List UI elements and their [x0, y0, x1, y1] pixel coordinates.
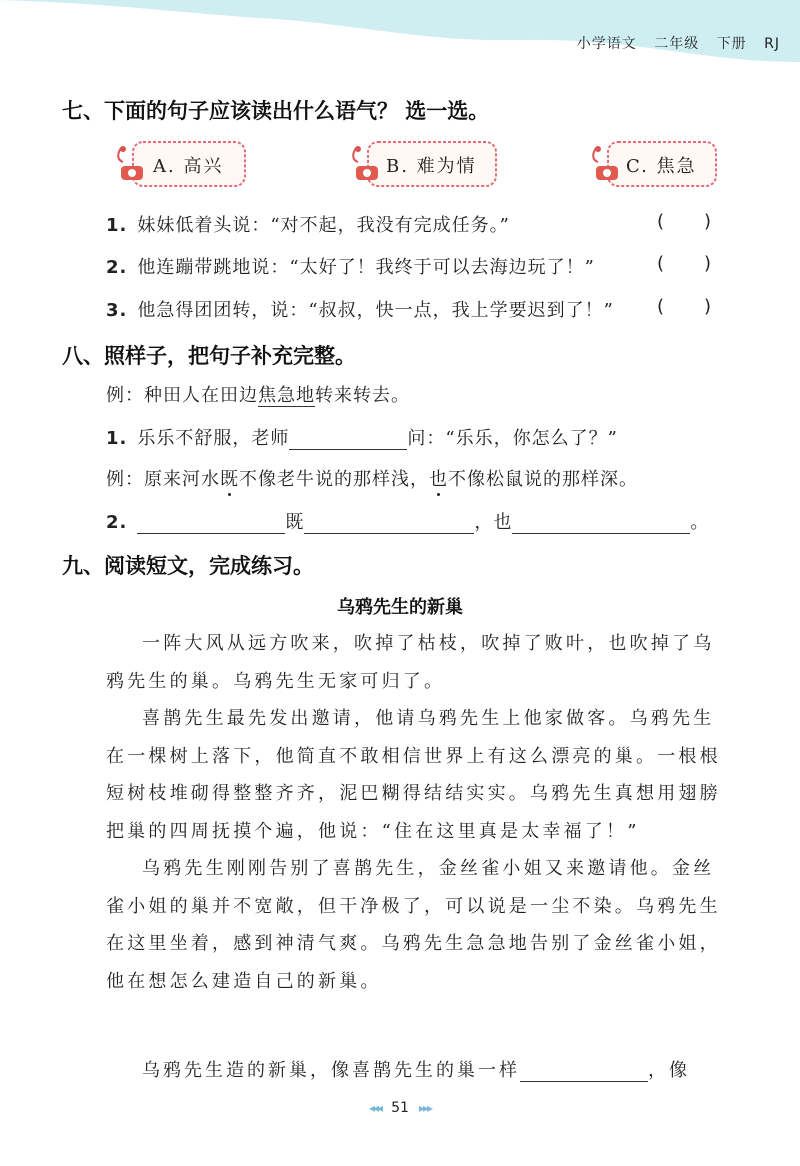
- s7-item-3-text: 他急得团团转，说：“叔叔，快一点，我上学要迟到了！”: [137, 300, 614, 321]
- telephone-icon: [590, 144, 620, 184]
- option-c-label: C. 焦急: [626, 156, 697, 177]
- s8-item-2-blank-3[interactable]: [512, 515, 690, 534]
- header-grade: 二年级: [654, 36, 700, 52]
- story-paragraph-2: 喜鹊先生最先发出邀请，他请乌鸦先生上他家做客。乌鸦先生在一棵树上落下，他简直不敢相信世界上有这么漂亮的巢。一根根短树枝堆砌得整整齐齐，泥巴糊得结结实实。乌鸦先生真想用翅膀把巢的四周抚摸个遍，他说：“住在这里真是太幸福了！”: [106, 708, 721, 842]
- header-edition: RJ: [764, 36, 780, 52]
- s8-item-2-ji: 既: [285, 512, 305, 533]
- example2-p1: 例：原来河水: [106, 469, 220, 490]
- story-title: 乌鸦先生的新巢: [337, 597, 463, 618]
- last-line-blank[interactable]: [520, 1063, 648, 1082]
- story-paragraph-3: 乌鸦先生刚刚告别了喜鹊先生，金丝雀小姐又来邀请他。金丝雀小姐的巢并不宽敞，但干净极了，可以说是一尘不染。乌鸦先生在这里坐着，感到神清气爽。乌鸦先生急急地告别了金丝雀小姐，他在想怎么建造自己的新巢。: [106, 858, 721, 992]
- example1-before: 例：种田人在田边: [106, 385, 258, 406]
- s7-item-1-num: 1.: [106, 215, 128, 236]
- example2-p3: 不像松鼠说的那样深。: [448, 469, 638, 490]
- last-line-after: ，像: [648, 1060, 690, 1081]
- s8-item-2-num: 2.: [106, 512, 128, 533]
- telephone-icon: [115, 144, 145, 184]
- s8-example-1: [106, 381, 410, 407]
- right-arrows-icon: ▸▸▸: [418, 1101, 431, 1115]
- paren-close: ): [704, 211, 712, 232]
- s8-item-2-blank-2[interactable]: [304, 515, 474, 534]
- option-b-label: B. 难为情: [386, 156, 477, 177]
- s8-item-1-num: 1.: [106, 428, 128, 449]
- s7-item-2: [106, 253, 595, 279]
- paren-close: ): [704, 253, 712, 274]
- s8-item-1-before: 乐乐不舒服，老师: [137, 428, 290, 449]
- s8-item-2-blank-1[interactable]: [137, 515, 285, 534]
- paren-open: (: [657, 296, 665, 317]
- paren-open: (: [657, 211, 665, 232]
- option-a-label: A. 高兴: [153, 156, 224, 177]
- paren-open: (: [657, 253, 665, 274]
- example2-dotted-ji: 既: [220, 469, 239, 490]
- section8-title: 八、照样子，把句子补充完整。: [62, 344, 356, 368]
- s7-answer-1[interactable]: [657, 211, 711, 232]
- s8-item-2-ye: ，也: [474, 512, 513, 533]
- header-subject: 小学语文: [576, 36, 637, 52]
- s8-item-1-after: 问：“乐乐，你怎么了？”: [407, 428, 618, 449]
- option-c: [590, 138, 720, 190]
- header-volume: 下册: [716, 36, 747, 52]
- s7-item-2-text: 他连蹦带跳地说：“太好了！我终于可以去海边玩了！”: [137, 257, 595, 278]
- s7-item-3-num: 3.: [106, 300, 128, 321]
- example1-after: 转来转去。: [315, 385, 410, 406]
- s7-answer-3[interactable]: [657, 296, 711, 317]
- option-b: [350, 138, 500, 190]
- story-paragraph-1: 一阵大风从远方吹来，吹掉了枯枝，吹掉了败叶，也吹掉了乌鸦先生的巢。乌鸦先生无家可归了。: [106, 633, 715, 692]
- page-number: 51: [391, 1100, 409, 1116]
- left-arrows-icon: ◂◂◂: [369, 1101, 382, 1115]
- s7-item-1: [106, 211, 510, 237]
- section7-title: 七、下面的句子应该读出什么语气？ 选一选。: [62, 99, 490, 123]
- last-line-before: 乌鸦先生造的新巢，像喜鹊先生的巢一样: [142, 1060, 520, 1081]
- example2-dotted-ye: 也: [429, 469, 448, 490]
- option-a: [115, 138, 250, 190]
- s8-item-2: [106, 508, 709, 534]
- s8-item-1-blank[interactable]: [289, 431, 407, 450]
- s8-example-2: [106, 465, 638, 491]
- paren-close: ): [704, 296, 712, 317]
- s7-answer-2[interactable]: [657, 253, 711, 274]
- story-body: [106, 625, 726, 1000]
- telephone-icon: [350, 144, 380, 184]
- example1-underlined: 焦急地: [258, 385, 315, 406]
- s8-item-1: [106, 424, 618, 450]
- example2-p2: 不像老牛说的那样浅，: [239, 469, 429, 490]
- story-last-line: [106, 1056, 690, 1082]
- s7-item-1-text: 妹妹低着头说：“对不起，我没有完成任务。”: [137, 215, 510, 236]
- s7-item-2-num: 2.: [106, 257, 128, 278]
- s7-item-3: [106, 296, 614, 322]
- header-info: [565, 33, 780, 53]
- section9-title: 九、阅读短文，完成练习。: [62, 554, 314, 578]
- s8-item-2-end: 。: [690, 512, 710, 533]
- page-footer: [0, 1100, 800, 1116]
